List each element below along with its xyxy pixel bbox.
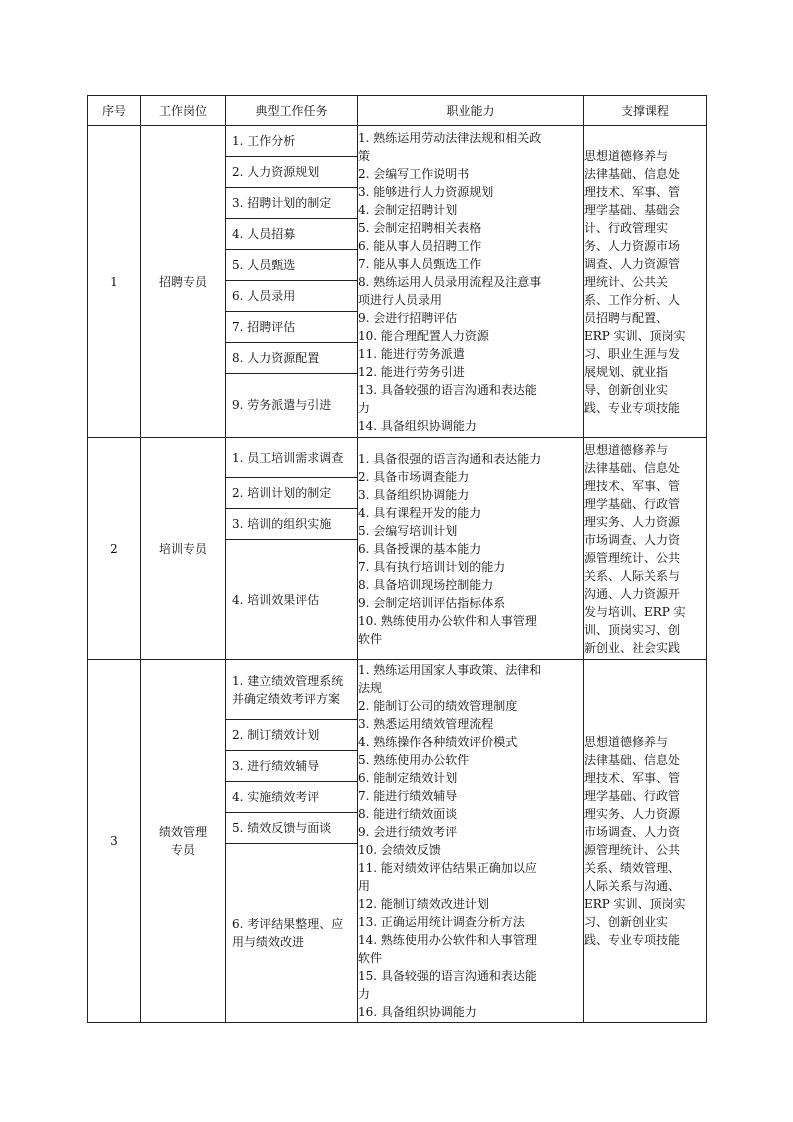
header-abilities: 职业能力 [358,96,584,126]
ability-line: 5. 熟练使用办公软件 [358,753,470,767]
ability-line: 7. 能从事人员甄选工作 [358,256,482,271]
course-line: 思想道德修养与 [584,442,669,457]
course-line: 思想道德修养与 [584,148,669,163]
ability-line: 11. 能进行劳务派遣 [358,346,465,361]
ability-line: 6. 具备授课的基本能力 [358,541,482,556]
course-line: 理学基础、行政管 [584,496,681,511]
task-item: 6. 人员录用 [226,281,357,312]
ability-line: 10. 会绩效反馈 [358,843,441,857]
ability-line: 10. 熟练使用办公软件和人事管理 [358,613,537,628]
course-line: 思想道德修养与 [584,735,669,749]
course-line: 习、职业生涯与发 [584,346,681,361]
ability-line: 9. 会制定培训评估指标体系 [358,595,506,610]
task-item: 8. 人力资源配置 [226,343,357,374]
course-line: 务、人力资源市场 [584,238,681,253]
ability-line: 3. 熟悉运用绩效管理流程 [358,717,494,731]
course-line: 关系、绩效管理、 [584,861,681,875]
course-line: 法律基础、信息处 [584,753,681,767]
ability-line: 2. 能制订公司的绩效管理制度 [358,699,518,713]
course-line: 理学基础、行政管 [584,789,681,803]
course-line: 导、创新创业实 [584,382,669,397]
row-number: 1 [88,126,141,438]
task-item: 3. 进行绩效辅导 [226,751,357,782]
ability-line: 1. 熟练运用劳动法律法规和相关政 [358,130,542,145]
task-item: 3. 培训的组织实施 [226,509,357,540]
task-item: 7. 招聘评估 [226,312,357,343]
ability-line: 13. 正确运用统计调查分析方法 [358,915,525,929]
ability-line: 6. 能从事人员招聘工作 [358,238,482,253]
task-item: 9. 劳务派遣与引进 [232,398,332,412]
course-line: 理技术、军事、管 [584,478,681,493]
course-line: 理实务、人力资源 [584,807,681,821]
ability-line: 4. 具有课程开发的能力 [358,505,482,520]
ability-line: 6. 能制定绩效计划 [358,771,458,785]
position-name [141,660,226,1023]
ability-line: 5. 会编写培训计划 [358,523,458,538]
task-item: 4. 培训效果评估 [232,592,320,607]
ability-line: 9. 会进行招聘评估 [358,310,458,325]
course-line: 习、创新创业实 [584,915,669,929]
task-item: 5. 人员甄选 [226,250,357,281]
task-list [226,126,358,438]
ability-line: 5. 会制定招聘相关表格 [358,220,482,235]
task-item: 2. 人力资源规划 [226,157,357,188]
course-line: 理统计、公共关 [584,274,669,289]
course-line: 员招聘与配置、 [584,310,669,325]
course-line: 调查、人力资源管 [584,256,681,271]
ability-line: 15. 具备较强的语言沟通和表达能 [358,969,537,983]
task-item: 2. 制订绩效计划 [226,720,357,751]
ability-line: 14. 熟练使用办公软件和人事管理 [358,933,537,947]
header-tasks: 典型工作任务 [226,96,358,126]
header-position: 工作岗位 [141,96,226,126]
ability-line: 法规 [358,681,383,695]
ability-line: 3. 能够进行人力资源规划 [358,184,494,199]
ability-line: 12. 能制订绩效改进计划 [358,897,489,911]
course-line: 法律基础、信息处 [584,460,681,475]
row-number: 2 [88,438,141,660]
course-line: ERP 实训、顶岗实 [584,897,686,911]
course-line: 理实务、人力资源 [584,514,681,529]
ability-list [358,438,584,660]
task-item: 1. 员工培训需求调查 [226,438,357,478]
ability-line: 10. 能合理配置人力资源 [358,328,489,343]
ability-line: 3. 具备组织协调能力 [358,487,470,502]
task-item: 1. 建立绩效管理系统并确定绩效考评方案 [226,660,357,720]
table-row [88,126,707,438]
course-line: 法律基础、信息处 [584,166,681,181]
ability-line: 1. 熟练运用国家人事政策、法律和 [358,663,542,677]
ability-line: 力 [358,400,371,415]
ability-line: 7. 具有执行培训计划的能力 [358,559,506,574]
course-line: 训、顶岗实习、创 [584,622,681,637]
ability-line: 4. 熟练操作各种绩效评价模式 [358,735,518,749]
course-line: 践、专业专项技能 [584,400,681,415]
ability-list [358,660,584,1023]
position-name: 招聘专员 [141,126,226,438]
header-courses: 支撑课程 [584,96,707,126]
ability-line: 软件 [358,951,383,965]
task-item: 3. 招聘计划的制定 [226,188,357,219]
ability-list [358,126,584,438]
task-item: 2. 培训计划的制定 [226,478,357,509]
table-row [88,438,707,660]
ability-line: 策 [358,148,371,163]
ability-line: 2. 会编写工作说明书 [358,166,470,181]
task-list [226,438,358,660]
ability-line: 9. 会进行绩效考评 [358,825,458,839]
ability-line: 1. 具备很强的语言沟通和表达能力 [358,451,542,466]
ability-line: 力 [358,987,371,1001]
course-line: 人际关系与沟通、 [584,879,681,893]
ability-line: 8. 能进行绩效面谈 [358,807,458,821]
ability-line: 11. 能对绩效评估结果正确加以应 [358,861,537,875]
task-item: 1. 工作分析 [226,126,357,157]
course-line: 计、行政管理实 [584,220,669,235]
ability-line: 16. 具备组织协调能力 [358,1005,477,1019]
course-list [584,126,707,438]
course-line: 展规划、就业指 [584,364,669,379]
course-line: 理学基础、基础会 [584,202,681,217]
position-name: 培训专员 [141,438,226,660]
header-num: 序号 [88,96,141,126]
course-line: 沟通、人力资源开 [584,586,681,601]
course-line: 源管理统计、公共 [584,550,681,565]
course-list [584,660,707,1023]
ability-line: 用 [358,879,371,893]
course-list [584,438,707,660]
ability-line: 2. 具备市场调查能力 [358,469,470,484]
position-line: 专员 [170,843,195,857]
course-line: 理技术、军事、管 [584,771,681,785]
task-item: 6. 考评结果整理、应用与绩效改进 [232,917,344,949]
ability-line: 8. 熟练运用人员录用流程及注意事 [358,274,542,289]
ability-line: 12. 能进行劳务引进 [358,364,465,379]
ability-line: 14. 具备组织协调能力 [358,418,477,433]
ability-line: 4. 会制定招聘计划 [358,202,458,217]
course-line: 发与培训、ERP 实 [584,604,686,619]
course-line: 系、工作分析、人 [584,292,681,307]
task-list [226,660,358,1023]
row-number: 3 [88,660,141,1023]
header-row [88,96,707,126]
ability-line: 7. 能进行绩效辅导 [358,789,458,803]
course-line: ERP 实训、顶岗实 [584,328,686,343]
course-line: 新创业、社会实践 [584,640,681,655]
task-item: 4. 实施绩效考评 [226,782,357,813]
course-line: 市场调查、人力资 [584,532,681,547]
task-item: 5. 绩效反馈与面谈 [226,813,357,844]
course-line: 理技术、军事、管 [584,184,681,199]
task-item: 4. 人员招募 [226,219,357,250]
course-line: 市场调查、人力资 [584,825,681,839]
course-line: 践、专业专项技能 [584,933,681,947]
position-line: 绩效管理 [158,825,207,839]
course-line: 源管理统计、公共 [584,843,681,857]
ability-line: 13. 具备较强的语言沟通和表达能 [358,382,537,397]
ability-line: 8. 具备培训现场控制能力 [358,577,494,592]
curriculum-table [87,95,707,1023]
ability-line: 软件 [358,631,383,646]
course-line: 关系、人际关系与 [584,568,681,583]
ability-line: 项进行人员录用 [358,292,443,307]
table-row [88,660,707,1023]
